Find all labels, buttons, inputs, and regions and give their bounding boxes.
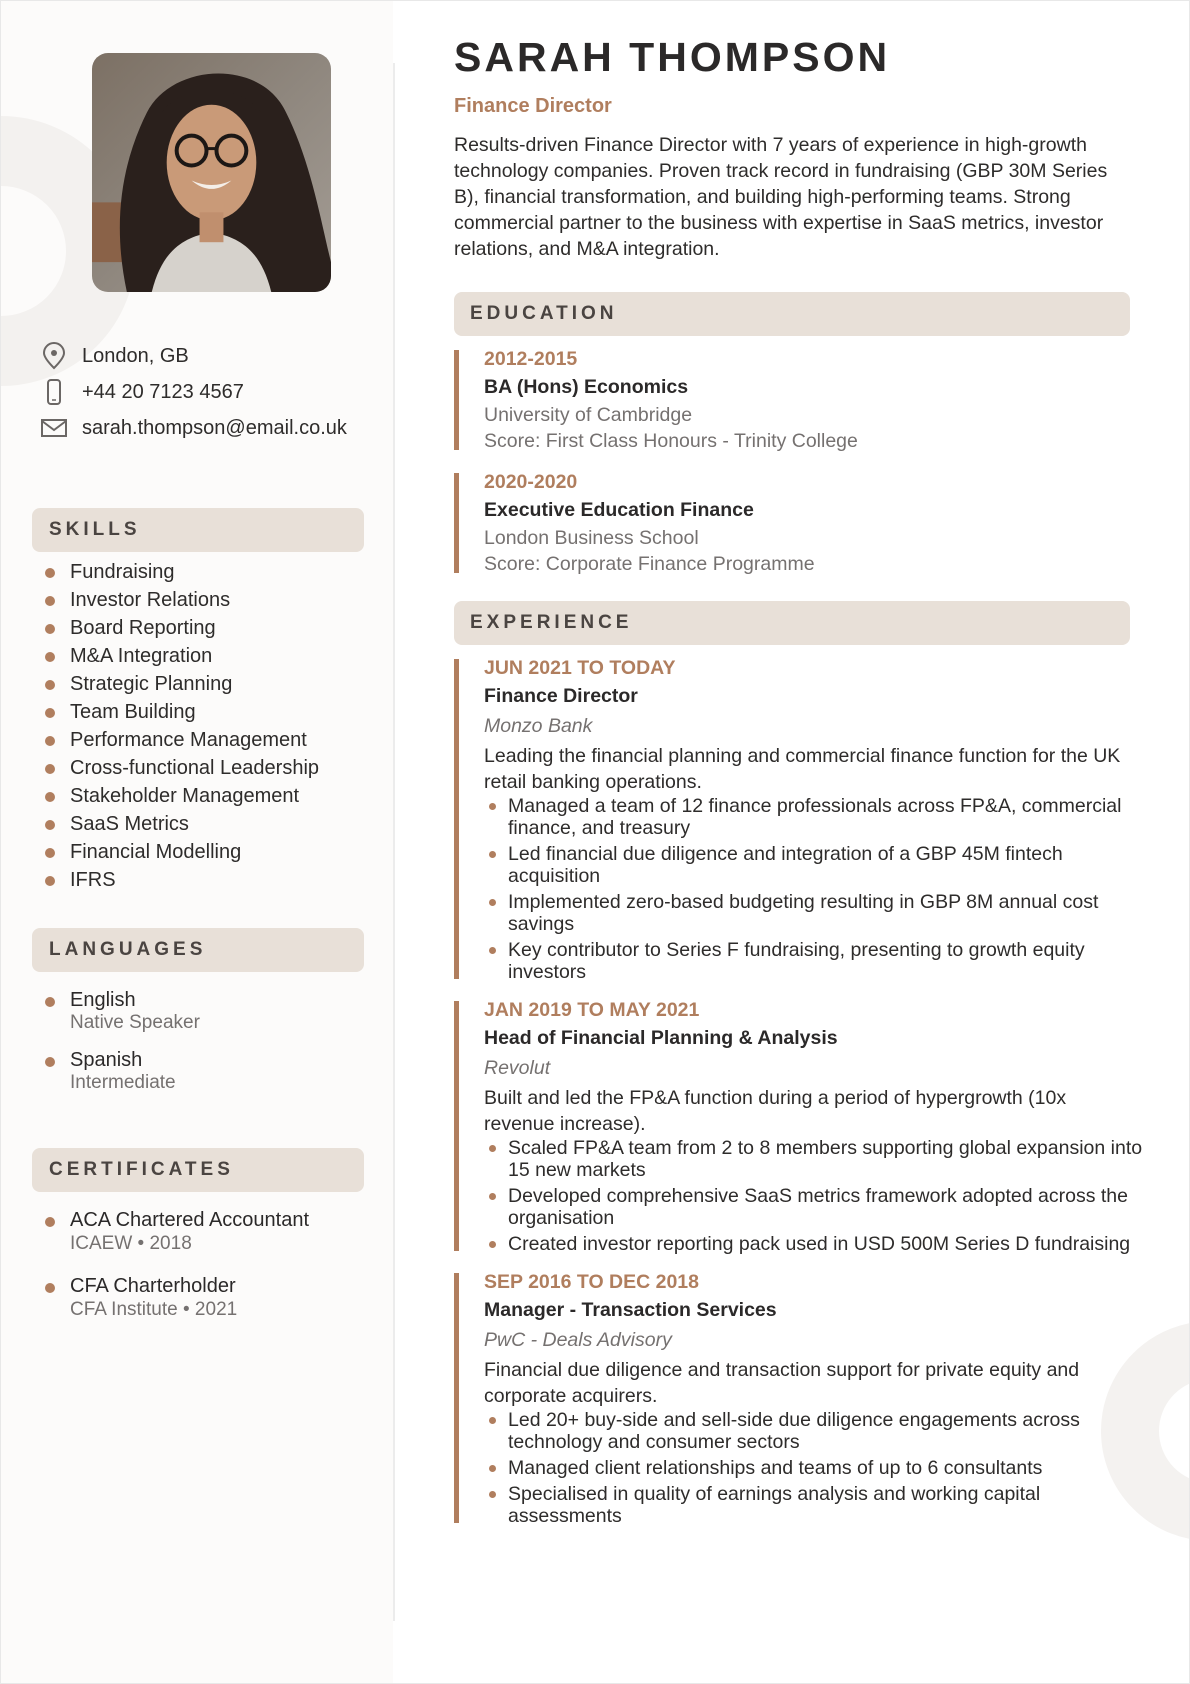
entry-accent-bar <box>454 473 459 573</box>
skill-item: Financial Modelling <box>32 838 364 866</box>
entry-degree: Executive Education Finance <box>484 499 754 521</box>
entry-degree: BA (Hons) Economics <box>484 376 689 398</box>
languages-list <box>32 988 364 1094</box>
bullet-dot-icon <box>45 624 55 634</box>
bullet-item: Scaled FP&A team from 2 to 8 members supporting global expansion into 15 new markets <box>484 1137 1144 1181</box>
entry-accent-bar <box>454 1273 459 1523</box>
skill-item: Investor Relations <box>32 586 364 614</box>
language-name: English <box>70 989 136 1011</box>
bullet-dot-icon <box>45 764 55 774</box>
contact-phone <box>39 374 347 410</box>
skill-item: Performance Management <box>32 726 364 754</box>
entry-description: Built and led the FP&A function during a period of hypergrowth (10x revenue increase). <box>484 1087 1067 1135</box>
certificates-section <box>32 1148 364 1340</box>
contact-info <box>39 338 347 446</box>
education-heading: EDUCATION <box>454 292 1130 336</box>
entry-bullets <box>484 1137 1143 1255</box>
skill-item: M&A Integration <box>32 642 364 670</box>
entry-company: Monzo Bank <box>484 715 593 737</box>
entry-accent-bar <box>454 1001 459 1251</box>
phone-icon <box>39 377 69 407</box>
languages-section <box>32 928 364 1108</box>
certificates-heading: CERTIFICATES <box>32 1148 364 1192</box>
education-section <box>454 292 1134 577</box>
skill-item: Stakeholder Management <box>32 782 364 810</box>
bullet-item: Managed a team of 12 finance professionals across FP&A, commercial finance, and treasury <box>484 795 1144 839</box>
entry-score: Score: First Class Honours - Trinity College <box>484 430 858 452</box>
bullet-dot-icon <box>45 1217 55 1227</box>
profile-photo <box>92 53 331 292</box>
language-level: Intermediate <box>70 1072 176 1093</box>
bullet-item: Key contributor to Series F fundraising, presenting to growth equity investors <box>484 939 1144 983</box>
bullet-dot-icon <box>45 596 55 606</box>
bullet-dot-icon <box>45 708 55 718</box>
skill-item: Board Reporting <box>32 614 364 642</box>
entry-school: University of Cambridge <box>484 404 693 426</box>
candidate-name: SARAH THOMPSON <box>454 34 891 80</box>
experience-section <box>454 601 1143 1527</box>
certificate-detail: CFA Institute • 2021 <box>70 1299 238 1320</box>
skill-item: Strategic Planning <box>32 670 364 698</box>
language-name: Spanish <box>70 1049 143 1071</box>
bullet-dot-icon <box>489 947 496 954</box>
entry-bullets <box>484 1409 1134 1527</box>
bullet-dot-icon <box>45 997 55 1007</box>
entry-dates: 2020-2020 <box>484 471 578 493</box>
skills-section <box>32 508 364 894</box>
entry-role: Finance Director <box>484 685 638 707</box>
certificate-name: ACA Chartered Accountant <box>70 1209 310 1231</box>
entry-role: Manager - Transaction Services <box>484 1299 777 1321</box>
bullet-item: Developed comprehensive SaaS metrics framework adopted across the organisation <box>484 1185 1144 1229</box>
entry-dates: JAN 2019 TO MAY 2021 <box>484 999 700 1021</box>
skill-item: Fundraising <box>32 558 364 586</box>
certificate-item <box>32 1274 364 1322</box>
column-divider <box>393 63 395 1621</box>
experience-entry <box>454 1269 1134 1527</box>
entry-dates: SEP 2016 TO DEC 2018 <box>484 1271 699 1293</box>
bullet-dot-icon <box>45 1283 55 1293</box>
phone-link[interactable]: +44 20 7123 4567 <box>82 380 244 403</box>
skill-item: Team Building <box>32 698 364 726</box>
experience-heading: EXPERIENCE <box>454 601 1130 645</box>
entry-score: Score: Corporate Finance Programme <box>484 553 815 575</box>
experience-entry <box>454 997 1143 1255</box>
entry-accent-bar <box>454 659 459 979</box>
bullet-dot-icon <box>45 568 55 578</box>
bullet-dot-icon <box>45 876 55 886</box>
entry-description: Leading the financial planning and commercial finance function for the UK retail banking operations. <box>484 745 1121 793</box>
bullet-dot-icon <box>45 680 55 690</box>
bullet-dot-icon <box>45 792 55 802</box>
language-level: Native Speaker <box>70 1012 200 1033</box>
location-pin-icon <box>39 341 69 371</box>
bullet-dot-icon <box>45 848 55 858</box>
skills-heading: SKILLS <box>32 508 364 552</box>
contact-location <box>39 338 347 374</box>
bullet-item: Created investor reporting pack used in USD 500M Series D fundraising <box>484 1233 1144 1255</box>
language-item <box>32 1048 364 1094</box>
entry-dates: 2012-2015 <box>484 348 578 370</box>
profile-summary: Results-driven Finance Director with 7 years of experience in high-growth technology companies. Proven track record in fundraising (GBP 30M Series B), financial transformation, and building high-performing teams. Strong commercial partner to the business with expertise in SaaS metrics, investor relations, and M&A integration. <box>454 134 1108 260</box>
certificate-detail: ICAEW • 2018 <box>70 1233 192 1254</box>
experience-entry <box>454 655 1134 983</box>
language-item <box>32 988 364 1034</box>
bullet-dot-icon <box>489 1417 496 1424</box>
bullet-dot-icon <box>45 820 55 830</box>
certificate-item <box>32 1208 364 1256</box>
bullet-item: Implemented zero-based budgeting resulting in GBP 8M annual cost savings <box>484 891 1144 935</box>
bullet-dot-icon <box>489 851 496 858</box>
bullet-item: Specialised in quality of earnings analysis and working capital assessments <box>484 1483 1144 1527</box>
bullet-dot-icon <box>489 1193 496 1200</box>
bullet-dot-icon <box>489 1491 496 1498</box>
sidebar <box>1 1 393 1684</box>
email-icon <box>39 413 69 443</box>
certificates-list <box>32 1208 364 1322</box>
languages-heading: LANGUAGES <box>32 928 364 972</box>
bullet-item: Led financial due diligence and integration of a GBP 45M fintech acquisition <box>484 843 1144 887</box>
bullet-dot-icon <box>45 1057 55 1067</box>
bullet-dot-icon <box>45 736 55 746</box>
entry-school: London Business School <box>484 527 699 549</box>
bullet-dot-icon <box>489 1241 496 1248</box>
skill-item: Cross-functional Leadership <box>32 754 364 782</box>
skill-item: SaaS Metrics <box>32 810 364 838</box>
contact-email <box>39 410 347 446</box>
entry-company: Revolut <box>484 1057 551 1079</box>
entry-accent-bar <box>454 350 459 450</box>
skills-list <box>32 558 364 894</box>
bullet-dot-icon <box>489 1145 496 1152</box>
bullet-dot-icon <box>45 652 55 662</box>
location-text: London, GB <box>82 344 189 367</box>
entry-description: Financial due diligence and transaction support for private equity and corporate acquirers. <box>484 1359 1080 1407</box>
bullet-item: Led 20+ buy-side and sell-side due diligence engagements across technology and consumer sectors <box>484 1409 1144 1453</box>
entry-bullets <box>484 795 1134 983</box>
entry-dates: JUN 2021 TO TODAY <box>484 657 676 679</box>
bullet-dot-icon <box>489 1465 496 1472</box>
bullet-dot-icon <box>489 803 496 810</box>
entry-company: PwC - Deals Advisory <box>484 1329 672 1351</box>
bullet-item: Managed client relationships and teams of up to 6 consultants <box>484 1457 1144 1479</box>
education-entry <box>454 469 1134 577</box>
email-link[interactable]: sarah.thompson@email.co.uk <box>82 416 347 439</box>
education-entry <box>454 346 1134 454</box>
certificate-name: CFA Charterholder <box>70 1275 236 1297</box>
main-content <box>454 31 1143 1531</box>
candidate-title: Finance Director <box>454 95 612 117</box>
bullet-dot-icon <box>489 899 496 906</box>
entry-role: Head of Financial Planning & Analysis <box>484 1027 838 1049</box>
skill-item: IFRS <box>32 866 364 894</box>
